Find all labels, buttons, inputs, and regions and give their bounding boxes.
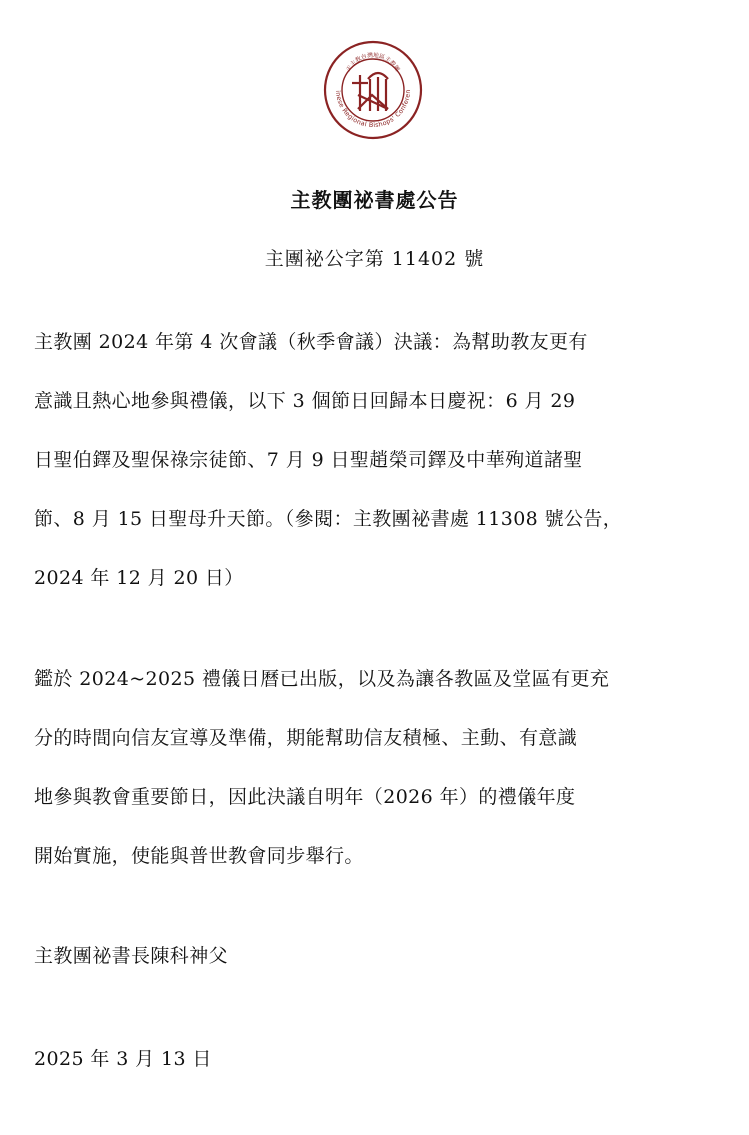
paragraph-line: 分的時間向信友宣導及準備，期能幫助信友積極、主動、有意識 [34, 727, 578, 749]
paragraph-line: 開始實施，使能與普世教會同步舉行。 [34, 845, 364, 867]
bishops-conference-seal-icon [322, 39, 424, 141]
paragraph-line: 鑑於 2024~2025 禮儀日曆已出版，以及為讓各教區及堂區有更充 [34, 668, 610, 690]
paragraph-line: 日聖伯鐸及聖保祿宗徒節、7 月 9 日聖趙榮司鐸及中華殉道諸聖 [34, 449, 583, 471]
paragraph-line: 節、8 月 15 日聖母升天節。（參閱：主教團祕書處 11308 號公告， [34, 508, 623, 530]
svg-text:天主教台灣地區主教團: 天主教台灣地區主教團 [345, 52, 401, 73]
paragraph-line: 意識且熱心地參與禮儀，以下 3 個節日回歸本日慶祝：6 月 29 [34, 390, 576, 412]
document-number: 主團祕公字第 11402 號 [264, 248, 485, 270]
announcement-date: 2025 年 3 月 13 日 [34, 1048, 212, 1070]
paragraph-line: 地參與教會重要節日，因此決議自明年（2026 年）的禮儀年度 [34, 786, 576, 808]
page-title: 主教團祕書處公告 [290, 188, 459, 212]
signature: 主教團祕書長陳科神父 [34, 945, 229, 967]
paragraph-line: 2024 年 12 月 20 日） [34, 567, 244, 589]
paragraph-line: 主教團 2024 年第 4 次會議（秋季會議）決議：為幫助教友更有 [34, 331, 588, 353]
svg-text:Chinese Regional Bishops' Conf: inese Regional Bishops' Conferen [333, 89, 413, 130]
